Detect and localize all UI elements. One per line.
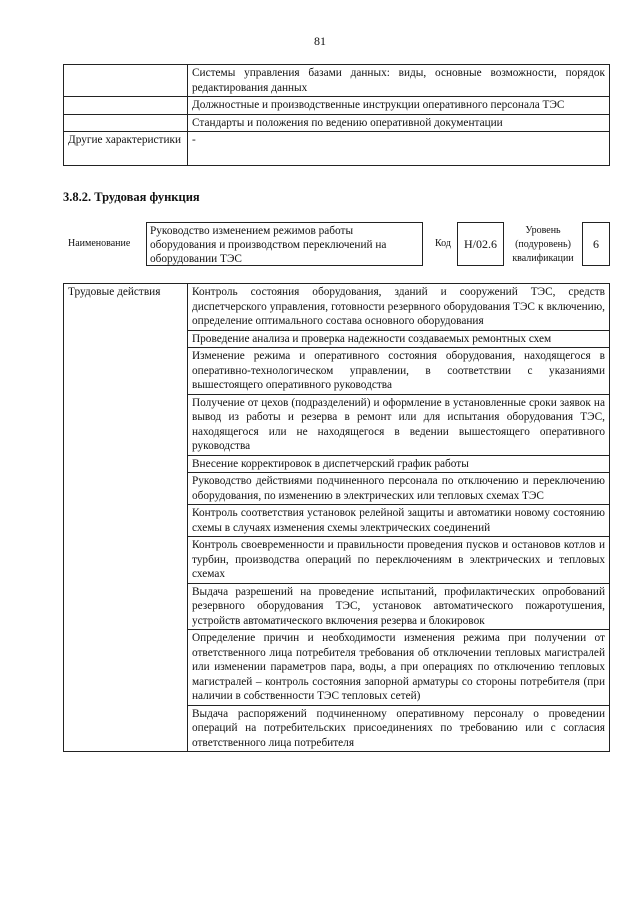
empty-label-cell — [64, 65, 188, 97]
labor-action-item: Выдача распоряжений подчиненному оперативному персоналу о проведении операций на потребительских присоединениях по требованию или с согласия ответственного лица потребителя — [188, 705, 610, 752]
knowledge-item: Системы управления базами данных: виды, основные возможности, порядок редактирования данных — [188, 65, 610, 97]
function-name: Руководство изменением режимов работы оборудования и производством переключений на оборудовании ТЭС — [146, 222, 423, 266]
labor-action-item: Определение причин и необходимости изменения режима при получении от ответственного лица потребителя требования об отключении тепловых магистралей или изменении параметров пара, воды, а при операциях по отключению тепловых магистралей – контроль состояния запорной арматуры со стороны потребителя (при наличии в собственности ТЭС тепловых сетей) — [188, 630, 610, 706]
table-row — [64, 114, 610, 132]
function-code: Н/02.6 — [457, 222, 504, 266]
labor-action-item: Изменение режима и оперативного состояния оборудования, находящегося в оперативно-технологическом управлении, в соответствии с указаниями вышестоящего оперативного руководства — [188, 348, 610, 395]
table-row — [64, 65, 610, 97]
labor-action-item: Контроль состояния оборудования, зданий и сооружений ТЭС, средств диспетчерского управления, готовности резервного оборудования ТЭС к включению, определение оптимального состава основного оборудования — [188, 284, 610, 331]
knowledge-item: Стандарты и положения по ведению оперативной документации — [188, 114, 610, 132]
labor-actions-table — [63, 283, 610, 752]
labor-actions-label: Трудовые действия — [64, 284, 188, 752]
labor-action-item: Получение от цехов (подразделений) и оформление в установленные сроки заявок на вывод из работы и резерва в ремонт или для испытания оборудования ТЭС, находящегося или не находящегося в ведении вышестоящего оперативного руководства — [188, 394, 610, 455]
table-row — [64, 284, 610, 331]
qualification-level-label: Уровень (подуровень) квалификации — [512, 225, 574, 264]
labor-action-item: Внесение корректировок в диспетчерский график работы — [188, 455, 610, 473]
other-characteristics-label: Другие характеристики — [64, 132, 188, 166]
qualification-level-value: 6 — [582, 222, 610, 266]
labor-action-item: Контроль своевременности и правильности проведения пусков и остановов котлов и турбин, производства операций по переключениям в электрических и тепловых схемах — [188, 537, 610, 584]
labor-action-item: Руководство действиями подчиненного персонала по отключению и переключению оборудования, по изменению в электрических или тепловых схемах ТЭС — [188, 473, 610, 505]
labor-action-item: Выдача разрешений на проведение испытаний, профилактических опробований резервного оборудования ТЭС, установок автоматического пожаротушения, устройств автоматического включения резерва и блокировок — [188, 583, 610, 630]
code-label: Код — [435, 238, 451, 249]
section-title: 3.8.2. Трудовая функция — [63, 190, 200, 204]
labor-action-item: Контроль соответствия установок релейной защиты и автоматики новому состоянию схемы в случаях изменения схемы электрических соединений — [188, 505, 610, 537]
other-characteristics-value: - — [188, 132, 610, 166]
table-row — [64, 97, 610, 115]
table-row — [64, 132, 610, 166]
empty-label-cell — [64, 97, 188, 115]
labor-action-item: Проведение анализа и проверка надежности создаваемых ремонтных схем — [188, 330, 610, 348]
knowledge-table — [63, 64, 610, 166]
knowledge-item: Должностные и производственные инструкции оперативного персонала ТЭС — [188, 97, 610, 115]
page-number: 81 — [314, 34, 326, 48]
name-label: Наименование — [68, 238, 131, 249]
empty-label-cell — [64, 114, 188, 132]
